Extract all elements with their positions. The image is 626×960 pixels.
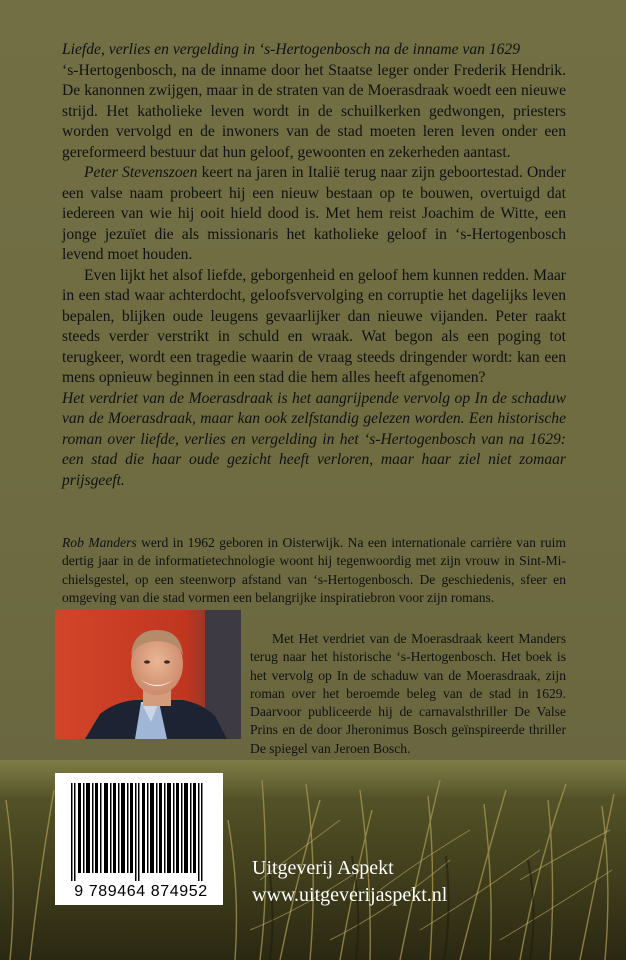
author-name: Rob Manders <box>62 535 137 550</box>
barcode <box>55 773 223 905</box>
protagonist-name: Peter Stevenszoen <box>84 164 198 181</box>
author-bio-continued <box>250 630 566 758</box>
blurb <box>62 40 566 491</box>
author-bio-paragraph-2: Met Het verdriet van de Moerasdraak keert Manders terug naar het historische ‘s-Hertogenbosch. Het boek is het vervolg op In de schaduw van de Moerasdraak, zijn roman over het beroemde beleg van de stad in 1629. Daarvoor publiceerde hij de carnavalsthriller De Valse Prins en de door Jheronimus Bosch geïnspireerde thriller De spiegel van Jeroen Bosch. <box>250 631 566 756</box>
blurb-paragraph-2-text: keert na jaren in Italië terug naar zijn geboortestad. Onder een valse naam probeert hij een nieuw bestaan op te bouwen, overtuigd dat iedereen van wie hij ooit hield dood is. Met hem reist Joachim de Witte, een jonge jezuïet die als missionaris het katholieke geloof in ‘s-Hertogenbosch levend moet houden. <box>62 164 566 263</box>
publisher-block <box>252 855 447 909</box>
blurb-paragraph-4 <box>62 389 566 492</box>
blurb-paragraph-1: ‘s-Hertogenbosch, na de inname door het Staatse leger onder Frederik Hendrik. De kanonnen zwijgen, maar in de straten van de Moerasdraak woedt een nieuwe strijd. Het katholieke leven wordt in de schuilkerken gedwongen, priesters worden vervolgd en de inwoners van de stad moeten leren leven onder een gereformeerd bestuur dat hun geloof, gewoonten en zekerheden aantast. <box>62 61 566 161</box>
author-photo <box>55 610 241 739</box>
barcode-bars <box>55 773 223 881</box>
blurb-paragraph-2 <box>62 163 566 266</box>
isbn-digits: 9 789464 874952 <box>74 883 208 900</box>
blurb-paragraph-3: Even lijkt het alsof liefde, geborgenheid en geloof hem kunnen redden. Maar in een stad waar achterdocht, geloofsvervolging en corruptie het dagelijks leven bepalen, blijken oude leugens gevaarlijker dan nieuwe vijanden. Peter raakt steeds verder verstrikt in schuld en wraak. Wat begon als een poging tot terugkeer, wordt een tragedie waarin de vraag steeds dringender wordt: kan een mens opnieuw beginnen in een stad die hem alles heeft afgenomen? <box>62 266 566 386</box>
author-bio-paragraph <box>62 534 566 607</box>
author-bio <box>62 534 566 607</box>
tagline: Liefde, verlies en vergelding in ‘s-Hertogenbosch na de inname van 1629 <box>62 41 521 58</box>
publisher-name: Uitgeverij Aspekt <box>252 857 394 879</box>
author-bio-text: werd in 1962 geboren in Oisterwijk. Na een internationale carrière van ruim dertig jaar in de informatietechnologie woont hij tegenwoordig met zijn vrouw in Sint-Michielsgestel, op een steenworp afstand van ‘s-Hertogenbosch. De geschiedenis, sfeer en omgeving van die stad vormen een belangrijke inspiratiebron voor zijn romans. <box>62 535 566 605</box>
author-portrait-image <box>55 610 241 739</box>
blurb-closing-italic: Het verdriet van de Moerasdraak is het aangrijpende vervolg op In de schaduw van de Moerasdraak, maar kan ook zelfstandig gelezen worden. Een historische roman over liefde, verlies en vergelding in het ‘s-Hertogenbosch van na 1629: een stad die haar oude gezicht heeft verloren, maar haar ziel niet zomaar prijsgeeft. <box>62 389 566 489</box>
publisher-url: www.uitgeverijaspekt.nl <box>252 884 448 906</box>
